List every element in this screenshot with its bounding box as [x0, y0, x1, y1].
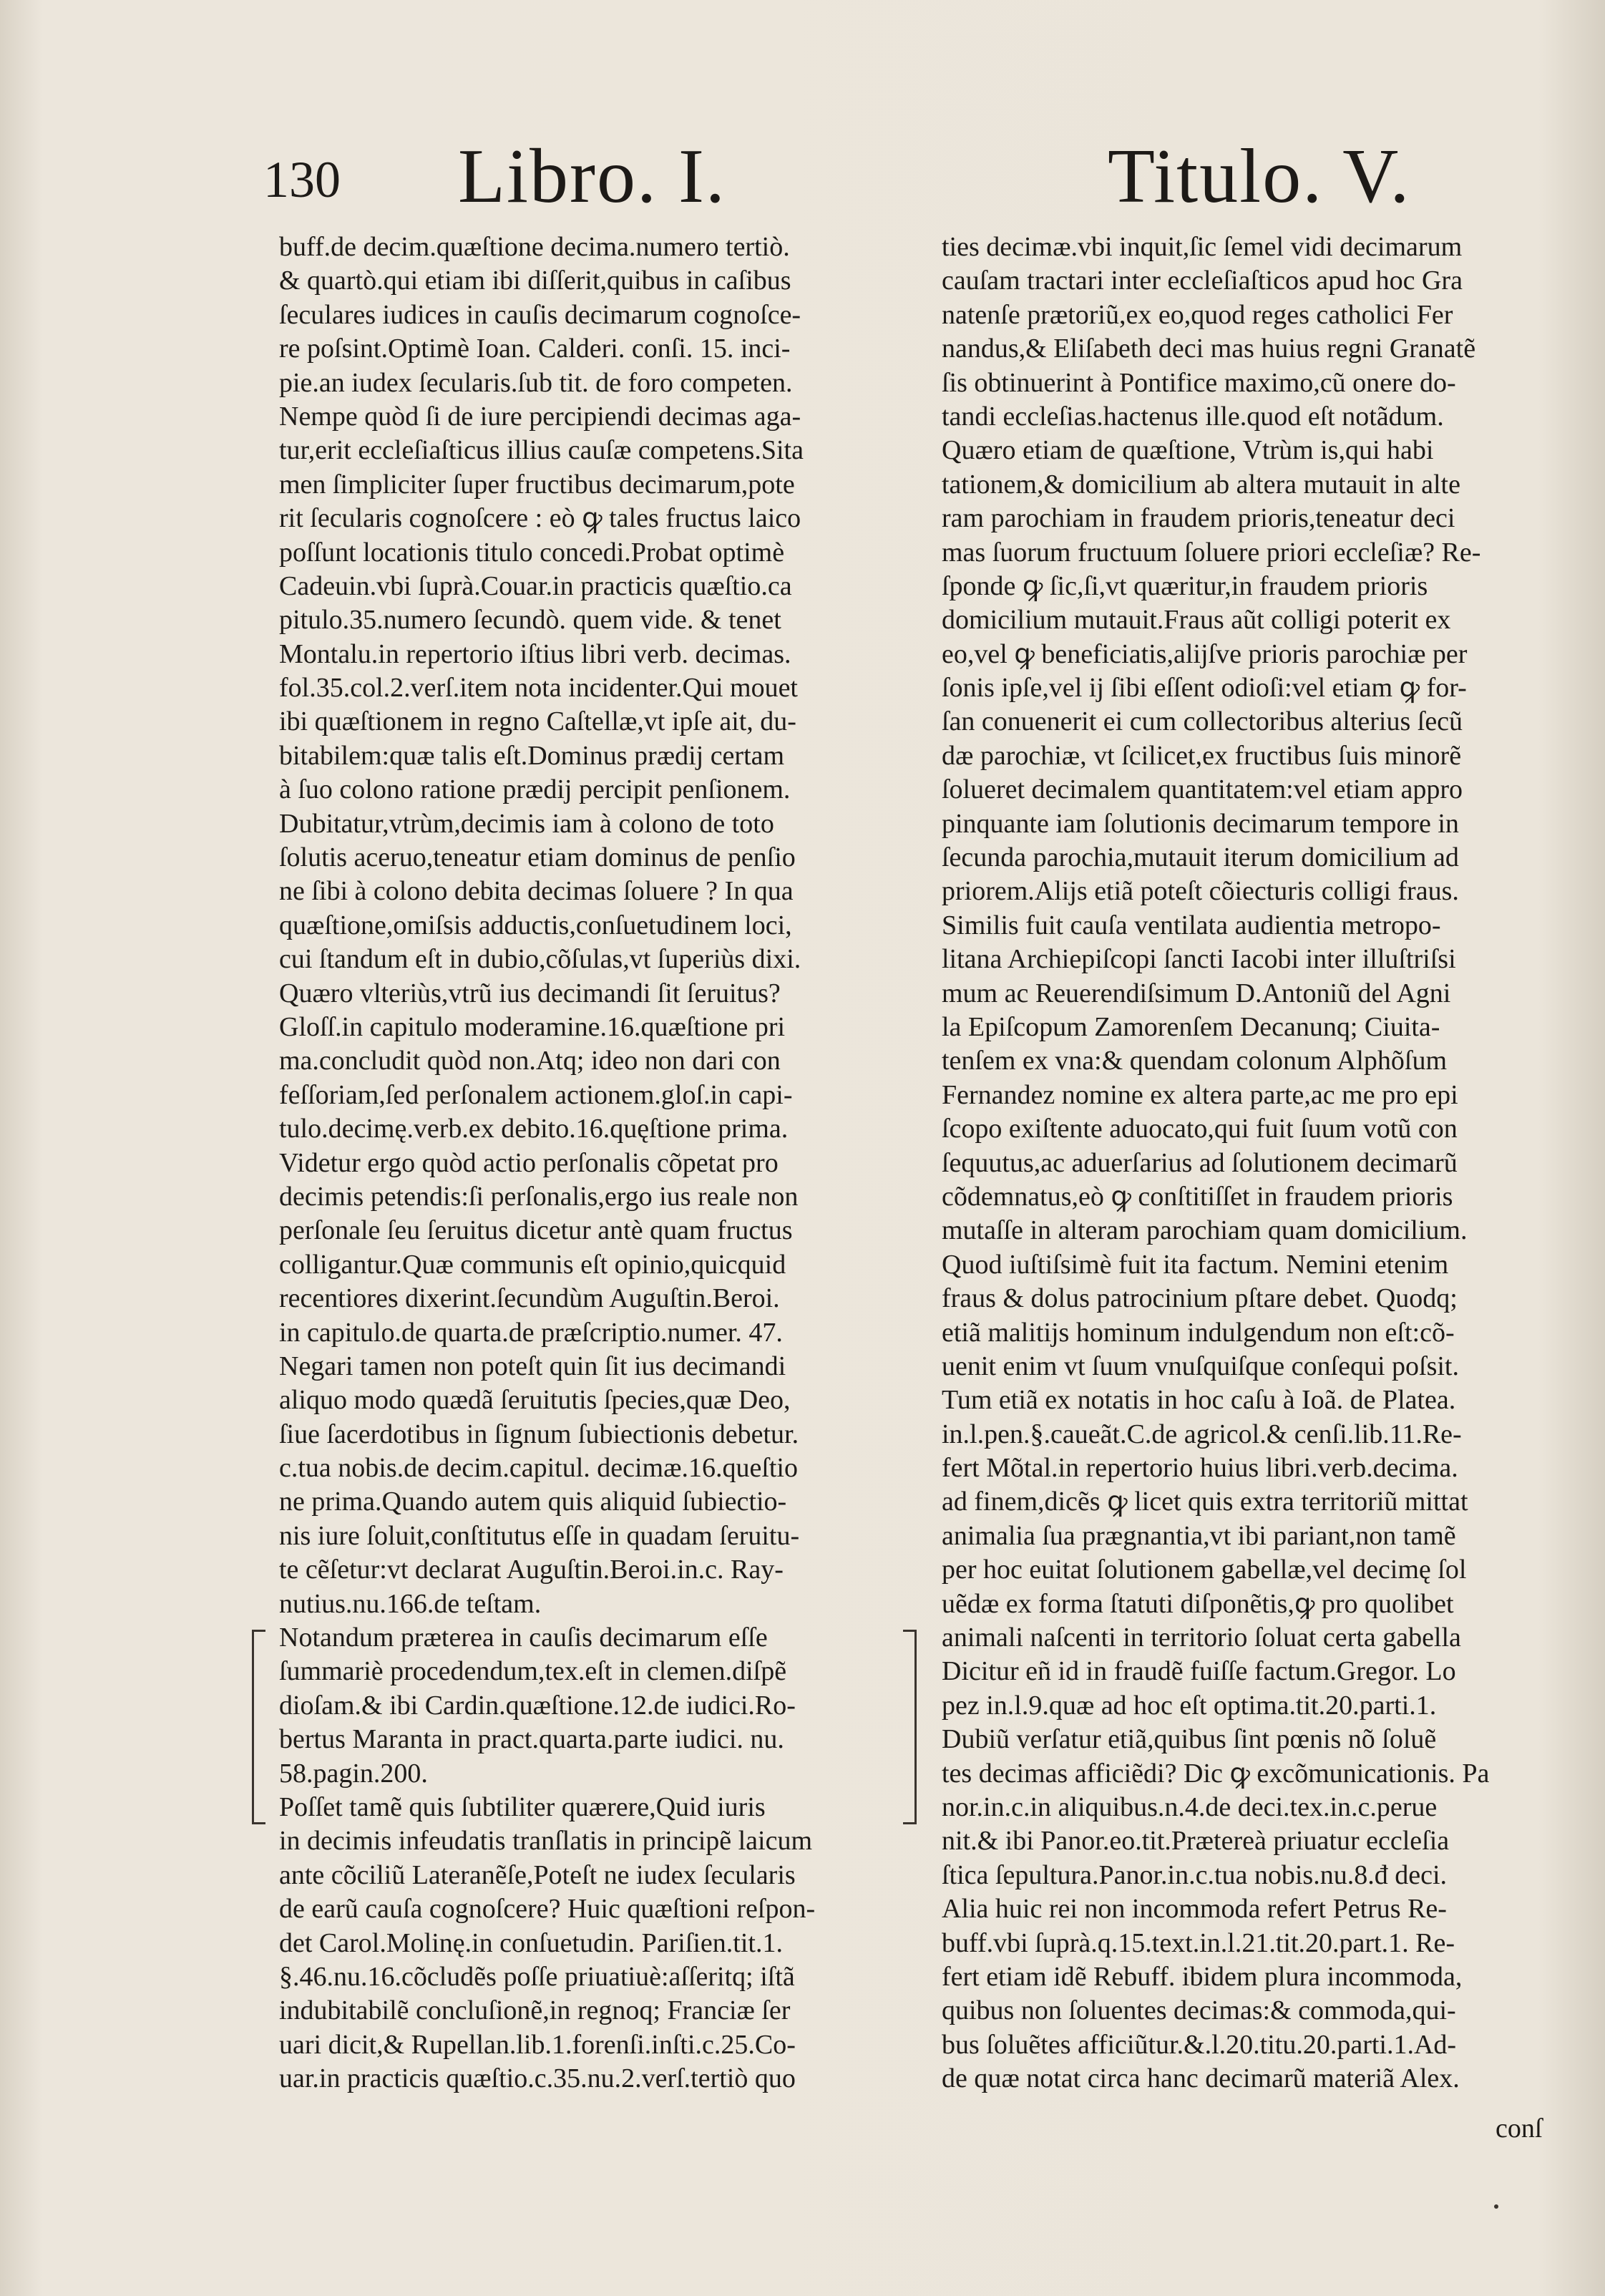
running-header: [0, 132, 1605, 233]
text-line: dioſam.& ibi Cardin.quæſtione.12.de iudici.Ro-: [279, 1690, 796, 1721]
text-line: domicilium mutauit.Fraus aũt colligi poterit ex: [942, 605, 1451, 636]
text-line: re poſsint.Optimè Ioan. Calderi. conſi. 15. inci-: [279, 334, 791, 364]
text-line: ma.concludit quòd non.Atq; ideo non dari con: [279, 1046, 781, 1076]
text-line: ſis obtinuerint à Pontifice maximo,cũ onere do-: [942, 367, 1456, 398]
text-line: ſolueret decimalem quantitatem:vel etiam appro: [942, 774, 1463, 805]
text-line: recentiores dixerint.ſecundùm Auguſtin.Beroi.: [279, 1283, 780, 1314]
text-line: ante cõciliũ Lateranẽſe,Poteſt ne iudex ſecularis: [279, 1859, 796, 1890]
text-line: fraus & dolus patrocinium pſtare debet. Quodq;: [942, 1283, 1458, 1314]
text-line: buff.vbi ſuprà.q.15.text.in.l.21.tit.20.part.1. Re-: [942, 1927, 1455, 1958]
text-line: uenit enim vt ſuum vnuſquiſque conſequi poſsit.: [942, 1351, 1459, 1381]
text-line: à ſuo colono ratione prædij percipit penſionem.: [279, 774, 791, 805]
text-line: Gloſſ.in capitulo moderamine.16.quæſtione pri: [279, 1011, 786, 1042]
text-line: uari dicit,& Rupellan.lib.1.forenſi.inſti.c.25.Co-: [279, 2029, 796, 2060]
text-line: priorem.Alijs etiã poteſt cõiecturis colligi fraus.: [942, 876, 1459, 907]
text-line: in capitulo.de quarta.de præſcriptio.numer. 47.: [279, 1317, 783, 1348]
chapter-title: Titulo. V.: [1108, 134, 1411, 219]
text-line: det Carol.Molinę.in conſuetudin. Pariſien.tit.1.: [279, 1927, 783, 1958]
text-line: de quæ notat circa hanc decimarũ materiã Alex.: [942, 2063, 1460, 2094]
text-line: indubitabilẽ concluſionẽ,in regnoq; Franciæ ſer: [279, 1995, 791, 2026]
text-line: mutaſſe in alteram parochiam quam domicilium.: [942, 1215, 1468, 1246]
text-line: ſponde ꝙ ſic,ſi,vt quæritur,in fraudem prioris: [942, 570, 1428, 601]
text-line: ſan conuenerit ei cum collectoribus alterius ſecũ: [942, 706, 1463, 737]
text-line: Montalu.in repertorio iſtius libri verb. decimas.: [279, 638, 791, 669]
text-line: pinquante iam ſolutionis decimarum tempore in: [942, 808, 1459, 839]
text-line: tur,erit eccleſiaſticus illius cauſæ competens.Sita: [279, 435, 804, 466]
page-number: 130: [263, 151, 341, 208]
text-line: fert Mõtal.in repertorio huius libri.verb.decima.: [942, 1453, 1458, 1484]
right-column: [942, 230, 1571, 2096]
text-line: bertus Maranta in pract.quarta.parte iudici. nu.: [279, 1724, 784, 1755]
text-line: fol.35.col.2.verſ.item nota incidenter.Qui mouet: [279, 673, 798, 704]
catchword: conſ: [1496, 2113, 1543, 2144]
text-line: Poſſet tamẽ quis ſubtiliter quærere,Quid iuris: [279, 1791, 766, 1822]
text-line: nis iure ſoluit,conſtitutus eſſe in quadam ſeruitu-: [279, 1520, 800, 1551]
text-line: bitabilem:quæ talis eſt.Dominus prædij certam: [279, 740, 785, 771]
text-line: ram parochiam in fraudem prioris,teneatur deci: [942, 503, 1455, 534]
text-line: pie.an iudex ſecularis.ſub tit. de foro competen.: [279, 367, 793, 398]
text-line: Fernandez nomine ex altera parte,ac me pro epi: [942, 1079, 1458, 1110]
text-line: te cẽſetur:vt declarat Auguſtin.Beroi.in.c. Ray-: [279, 1555, 784, 1585]
text-line: nandus,& Eliſabeth deci mas huius regni Granatẽ: [942, 334, 1476, 364]
text-line: colligantur.Quæ communis eſt opinio,quicquid: [279, 1249, 786, 1280]
text-line: decimis petendis:ſi perſonalis,ergo ius reale non: [279, 1181, 799, 1212]
text-line: nutius.nu.166.de teſtam.: [279, 1588, 542, 1619]
text-line: la Epiſcopum Zamorenſem Decanunq; Ciuita-: [942, 1011, 1440, 1042]
text-line: ties decimæ.vbi inquit,ſic ſemel vidi decimarum: [942, 232, 1463, 262]
text-line: fert etiam idẽ Rebuff. ibidem plura incommoda,: [942, 1961, 1463, 1992]
text-line: §.46.nu.16.cõcludẽs poſſe priuatiuè:aſſeritq; iſtã: [279, 1961, 795, 1992]
text-line: Negari tamen non poteſt quin ſit ius decimandi: [279, 1351, 786, 1381]
text-line: ſecunda parochia,mutauit iterum domicilium ad: [942, 842, 1459, 873]
text-line: ſummariè procedendum,tex.eſt in clemen.diſpẽ: [279, 1656, 787, 1687]
text-line: bus ſoluẽtes afficiũtur.&.l.20.titu.20.parti.1.Ad-: [942, 2029, 1457, 2060]
text-line: pez in.l.9.quæ ad hoc eſt optima.tit.20.parti.1.: [942, 1690, 1437, 1721]
text-line: cõdemnatus,eò ꝙ conſtitiſſet in fraudem prioris: [942, 1181, 1453, 1212]
text-line: ſeculares iudices in cauſis decimarum cognoſce-: [279, 299, 801, 330]
text-line: ibi quæſtionem in regno Caſtellæ,vt ipſe ait, du-: [279, 706, 796, 737]
text-line: ſiue ſacerdotibus in ſignum ſubiectionis debetur.: [279, 1419, 799, 1449]
text-line: de earũ cauſa cognoſcere? Huic quæſtioni reſpon-: [279, 1894, 816, 1925]
text-line: Cadeuin.vbi ſuprà.Couar.in practicis quæſtio.ca: [279, 570, 792, 601]
text-line: tulo.decimę.verb.ex debito.16.quęſtione prima.: [279, 1114, 789, 1144]
text-line: poſſunt locationis titulo concedi.Probat optimè: [279, 537, 785, 568]
text-line: Tum etiã ex notatis in hoc caſu à Ioã. de Platea.: [942, 1385, 1456, 1416]
text-line: nit.& ibi Panor.eo.tit.Prætereà priuatur eccleſia: [942, 1826, 1450, 1857]
text-line: uar.in practicis quæſtio.c.35.nu.2.verſ.tertiò quo: [279, 2063, 796, 2094]
text-line: eo,vel ꝙ beneficiatis,alijſve prioris parochiæ per: [942, 638, 1468, 669]
text-line: tandi eccleſias.hactenus ille.quod eſt notãdum.: [942, 401, 1444, 432]
text-line: ad finem,dicẽs ꝙ licet quis extra territoriũ mittat: [942, 1487, 1468, 1517]
text-line: mas ſuorum fructuum ſoluere priori eccleſiæ? Re-: [942, 537, 1481, 568]
text-line: dæ parochiæ, vt ſcilicet,ex fructibus ſuis minorẽ: [942, 740, 1462, 771]
book-title: Libro. I.: [458, 134, 726, 219]
text-line: quibus non ſoluentes decimas:& commoda,qui-: [942, 1995, 1456, 2026]
text-line: Quod iuſtiſsimè fuit ita factum. Nemini etenim: [942, 1249, 1449, 1280]
text-line: ne prima.Quando autem quis aliquid ſubiectio-: [279, 1487, 787, 1517]
text-line: pitulo.35.numero ſecundò. quem vide. & tenet: [279, 605, 781, 636]
text-line: Alia huic rei non incommoda refert Petrus Re-: [942, 1894, 1447, 1925]
left-column: [279, 230, 909, 2096]
text-line: ſonis ipſe,vel ij ſibi eſſent odioſi:vel etiam ꝙ for-: [942, 673, 1467, 704]
text-line: aliquo modo quædã ſeruitutis ſpecies,quæ Deo,: [279, 1385, 791, 1416]
text-line: cauſam tractari inter eccleſiaſticos apud hoc Gra: [942, 266, 1463, 296]
text-line: animali naſcenti in territorio ſoluat certa gabella: [942, 1623, 1461, 1653]
margin-bracket-right: [903, 1630, 917, 1824]
text-line: tenſem ex vna:& quendam colonum Alphõſum: [942, 1046, 1448, 1076]
text-line: quæſtione,omiſsis adductis,conſuetudinem loci,: [279, 910, 792, 940]
text-line: Quæro vlteriùs,vtrũ ius decimandi ſit ſeruitus?: [279, 978, 781, 1008]
text-line: uẽdæ ex forma ſtatuti diſponẽtis,ꝙ pro quolibet: [942, 1588, 1454, 1619]
text-line: ne ſibi à colono debita decimas ſoluere ? In qua: [279, 876, 794, 907]
text-line: 58.pagin.200.: [279, 1758, 428, 1789]
text-line: in.l.pen.§.caueãt.C.de agricol.& cenſi.lib.11.Re-: [942, 1419, 1462, 1449]
text-line: per hoc euitat ſolutionem gabellæ,vel decimę ſol: [942, 1555, 1467, 1585]
text-line: in decimis infeudatis tranſlatis in principẽ laicum: [279, 1826, 813, 1857]
text-line: ſolutis aceruo,teneatur etiam dominus de penſio: [279, 842, 796, 873]
text-line: c.tua nobis.de decim.capitul. decimæ.16.queſtio: [279, 1453, 798, 1484]
text-line: & quartò.qui etiam ibi diſſerit,quibus in caſibus: [279, 266, 791, 296]
text-line: Dicitur eñ id in fraudẽ fuiſſe factum.Gregor. Lo: [942, 1656, 1456, 1687]
text-line: rit ſecularis cognoſcere : eò ꝙ tales fructus laico: [279, 503, 801, 534]
text-line: mum ac Reuerendiſsimum D.Antoniũ del Agni: [942, 978, 1451, 1008]
text-line: Notandum præterea in cauſis decimarum eſſe: [279, 1623, 768, 1653]
text-line: perſonale ſeu ſeruitus dicetur antè quam fructus: [279, 1215, 793, 1246]
text-line: animalia ſua prægnantia,vt ibi pariant,non tamẽ: [942, 1520, 1456, 1551]
text-line: Quæro etiam de quæſtione, Vtrùm is,qui habi: [942, 435, 1434, 466]
ink-speck: [1494, 2204, 1498, 2209]
margin-bracket-left: [252, 1630, 265, 1824]
text-line: cui ſtandum eſt in dubio,cõſulas,vt ſuperiùs dixi.: [279, 944, 801, 975]
text-line: ſtica ſepultura.Panor.in.c.tua nobis.nu.8.đ deci.: [942, 1859, 1448, 1890]
text-line: Nempe quòd ſi de iure percipiendi decimas aga-: [279, 401, 801, 432]
text-line: nor.in.c.in aliquibus.n.4.de deci.tex.in.c.perue: [942, 1791, 1438, 1822]
text-line: feſſoriam,ſed perſonalem actionem.gloſ.in capi-: [279, 1079, 793, 1110]
text-line: ſcopo exiſtente aduocato,qui fuit ſuum votũ con: [942, 1114, 1458, 1144]
text-line: buff.de decim.quæſtione decima.numero tertiò.: [279, 232, 790, 262]
text-line: Dubiũ verſatur etiã,quibus ſint pœnis nõ ſoluẽ: [942, 1724, 1437, 1755]
text-line: Videtur ergo quòd actio perſonalis cõpetat pro: [279, 1147, 779, 1178]
text-line: Dubitatur,vtrùm,decimis iam à colono de toto: [279, 808, 774, 839]
text-line: natenſe prætoriũ,ex eo,quod reges catholici Fer: [942, 299, 1453, 330]
text-line: tationem,& domicilium ab altera mutauit in alte: [942, 469, 1460, 500]
text-line: tes decimas afficiẽdi? Dic ꝙ excõmunicationis. Pa: [942, 1758, 1490, 1789]
text-line: litana Archiepiſcopi ſancti Iacobi inter illuſtriſsi: [942, 944, 1456, 975]
text-line: ſequutus,ac aduerſarius ad ſolutionem decimarũ: [942, 1147, 1458, 1178]
text-line: etiã malitijs hominum indulgendum non eſt:cõ-: [942, 1317, 1455, 1348]
text-line: Similis fuit cauſa ventilata audientia metropo-: [942, 910, 1441, 940]
text-line: men ſimpliciter ſuper fructibus decimarum,pote: [279, 469, 795, 500]
